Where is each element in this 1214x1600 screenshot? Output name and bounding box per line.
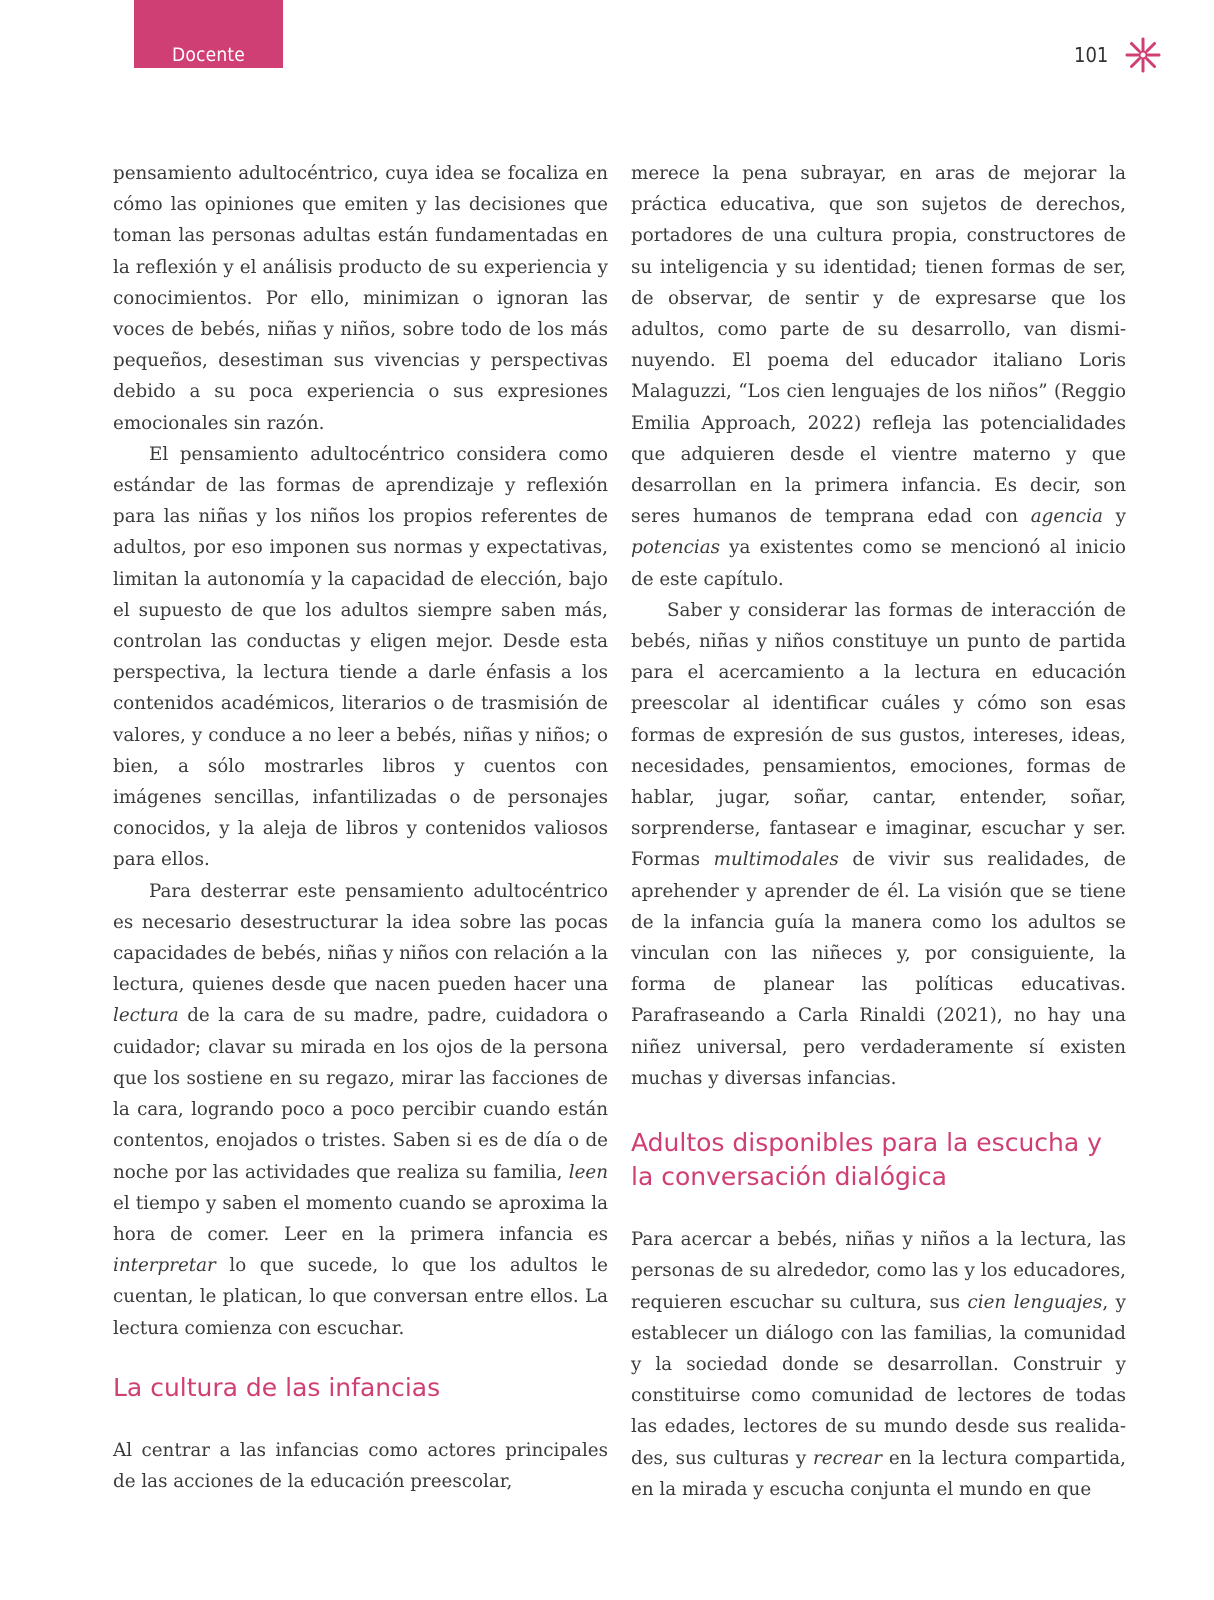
left-column [113, 158, 608, 1497]
emphasis-interpretar: interpretar [113, 1255, 216, 1277]
text-run: y [1102, 506, 1126, 528]
text-run: Para desterrar este pensamiento adultocéntrico es necesario desestructurar la idea sobre las pocas capacidades de bebés, niñas y niños con relación a la lectura, quienes desde que nacen pueden hacer una [113, 880, 609, 996]
text-run: Para acercar a bebés, niñas y niños a la lectura, las personas de su alrededor, como las y los educadores, requieren escuchar su cultura, sus [631, 1229, 1126, 1313]
emphasis-potencias: potencias [631, 537, 721, 559]
emphasis-multimodales: multimodales [713, 849, 839, 871]
text-run: el tiempo y saben el momento cuando se aproxima la hora de comer. Leer en la primera infancia es [113, 1192, 608, 1245]
section-heading-adultos: Adultos disponibles para la escucha y la conversación dialógica [631, 1128, 1102, 1192]
right-paragraph-2 [631, 595, 1126, 1094]
text-run: de la cara de su madre, padre, cuidadora o cuidador; clavar su mirada en los ojos de la persona que los sostiene en su regazo, mirar las facciones de la cara, logrando poco a poco percibir cuando están contentos, enojados o tristes. Saben si es de día o de noche por las actividades que realiza su familia, [113, 1005, 608, 1183]
page-number: 101 [1074, 43, 1109, 67]
emphasis-lectura: lectura [113, 1005, 179, 1027]
section-tab [134, 0, 283, 68]
text-run: , y establecer un diálogo con las familias, la comunidad y la sociedad donde se desarrollan. Construir y constituirse como comunidad de lectores de todas las edades, lectores de su mundo desde sus realidades, sus culturas y [631, 1291, 1126, 1469]
right-paragraph-3 [631, 1224, 1126, 1505]
left-paragraph-4: Al centrar a las infancias como actores principales de las acciones de la educación preescolar, [113, 1439, 608, 1492]
left-paragraph-2: El pensamiento adultocéntrico considera como estándar de las formas de aprendizaje y reflexión para las niñas y los niños los propios referentes de adultos, por eso imponen sus normas y expectativas, limitan la autonomía y la capacidad de elección, bajo el supuesto de que los adultos siempre saben más, controlan las conductas y eligen mejor. Desde esta perspectiva, la lectura tiende a darle énfasis a los contenidos académicos, literarios o de trasmisión de valores, y conduce a no leer a bebés, niñas y niños; o bien, a sólo mostrarles libros y cuentos con imágenes sencillas, infantilizadas o de personajes conocidos, y la aleja de libros y contenidos valiosos para ellos. [113, 443, 608, 871]
section-tab-label: Docente [172, 44, 245, 66]
emphasis-leen: leen [568, 1161, 608, 1183]
left-paragraph-3 [113, 876, 608, 1344]
text-run: de vivir sus realidades, de aprehender y aprender de él. La visión que se tiene de la infancia guía la manera como los adultos se vinculan con las niñeces y, por consiguiente, la forma de planear las políticas educativas. Parafraseando a Carla Rinaldi (2021), no hay una niñez universal, pero verdaderamente sí existen muchas y diversas infancias. [631, 849, 1126, 1089]
text-run: lo que sucede, lo que los adultos le cuentan, le platican, lo que conversan entre ellos. La lectura comienza con escuchar. [113, 1255, 608, 1339]
left-paragraph-1: pensamiento adultocéntrico, cuya idea se focaliza en cómo las opiniones que emiten y las decisiones que toman las personas adultas están fundamentadas en la reflexión y el análisis producto de su experiencia y conocimientos. Por ello, minimizan o ignoran las voces de bebés, niñas y niños, sobre todo de los más pequeños, desestiman sus vivencias y perspectivas debido a su poca experiencia o sus expresiones emocionales sin razón. [113, 163, 608, 434]
asterisk-flower-icon [1124, 36, 1162, 74]
emphasis-recrear: recrear [813, 1447, 883, 1469]
emphasis-cien-lenguajes: cien lenguajes [967, 1291, 1103, 1313]
emphasis-agencia: agencia [1030, 506, 1103, 528]
text-run: ya existentes como se mencionó al inicio de este capítulo. [631, 537, 1126, 590]
text-run: en la lectura compartida, en la mirada y escucha conjunta el mundo en que [631, 1447, 1126, 1500]
right-paragraph-1 [631, 158, 1126, 595]
section-heading-cultura: La cultura de las infancias [113, 1372, 441, 1402]
right-column [631, 158, 1126, 1505]
text-run: merece la pena subrayar, en aras de mejorar la práctica educativa, que son sujetos de derechos, portadores de una cultura propia, constructores de su inteligencia y su identidad; tienen formas de ser, de observar, de sentir y de expresarse que los adultos, como parte de su desarrollo, van disminuyendo. El poema del educador italiano Loris Malaguzzi, “Los cien lenguajes de los niños” (Reggio Emilia Approach, 2022) refleja las potencialidades que adquieren desde el vientre materno y que desarrollan en la primera infancia. Es decir, son seres humanos de temprana edad con [631, 163, 1126, 528]
text-run: Saber y considerar las formas de interacción de bebés, niñas y niños constituye un punto de partida para el acercamiento a la lectura en educación preescolar al identificar cuáles y cómo son esas formas de expresión de sus gustos, intereses, ideas, necesidades, pensamientos, emociones, formas de hablar, jugar, soñar, cantar, entender, soñar, sorprenderse, fantasear e imaginar, escuchar y ser. Formas [631, 599, 1126, 871]
